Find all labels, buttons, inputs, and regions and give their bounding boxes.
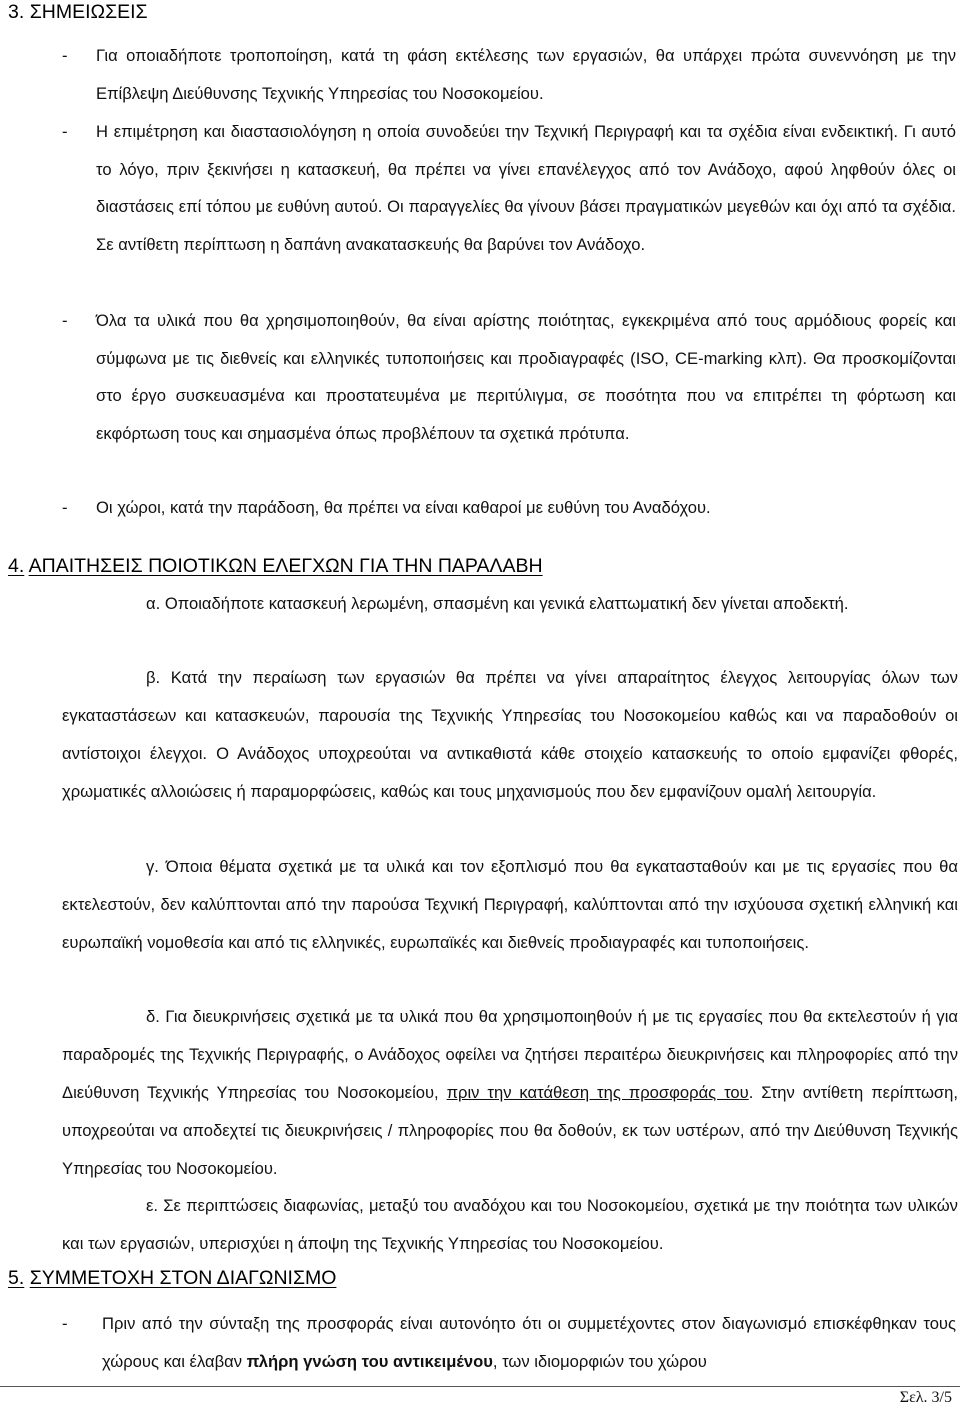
- bullet-dash: -: [62, 1314, 68, 1333]
- section-3-heading: [8, 0, 148, 24]
- section-3-title: ΣΗΜΕΙΩΣΕΙΣ: [29, 1, 148, 23]
- item-label: ε.: [146, 1196, 159, 1215]
- bullet-dash: -: [62, 122, 68, 141]
- item-label: β.: [146, 668, 161, 687]
- section-4-title: ΑΠΑΙΤΗΣΕΙΣ ΠΟΙΟΤΙΚΩΝ ΕΛΕΓΧΩΝ ΓΙΑ ΤΗΝ ΠΑΡΑΛΑΒΗ: [28, 555, 543, 577]
- section-4-item-d: [62, 998, 958, 1188]
- item-text: Όποια θέματα σχετικά με τα υλικά και τον εξοπλισμό που θα εγκατασταθούν και με τις εργασίες που θα εκτελεστούν, δεν καλύπτονται από την παρούσα Τεχνική Περιγραφή, καλύπτονται από την ισχύουσα σχετική ελληνική και ευρωπαϊκή νομοθεσία και από τις ελληνικές, ευρωπαϊκές και διεθνείς προδιαγραφές και τυποποιήσεις.: [62, 857, 958, 952]
- bullet-text-after: , των ιδιομορφιών του χώρου: [492, 1352, 707, 1371]
- item-text-after: . Στην αντίθετη περίπτωση, υποχρεούται να αποδεχτεί τις διευκρινήσεις / πληροφορίες που θα δοθούν, εκ των υστέρων, από την Διεύθυνση Τεχνικής Υπηρεσίας του Νοσοκομείου.: [62, 1083, 958, 1178]
- footer-rule: [0, 1386, 960, 1387]
- item-label: α.: [146, 594, 161, 613]
- section-3-bullet-4: Οι χώροι, κατά την παράδοση, θα πρέπει να είναι καθαροί με ευθύνη του Αναδόχου.: [96, 498, 711, 517]
- item-label: γ.: [146, 857, 159, 876]
- section-3-bullet-3: Όλα τα υλικά που θα χρησιμοποιηθούν, θα είναι αρίστης ποιότητας, εγκεκριμένα από τους αρμόδιους φορείς και σύμφωνα με τις διεθνείς και ελληνικές τυποποιήσεις και προδιαγραφές (ISO, CE-marking κλπ). Θα προσκομίζονται στο έργο συσκευασμένα και προστατευμένα με περιτύλιγμα, σε ποσότητα που να επιτρέπει τη φόρτωση και εκφόρτωση τους και σημασμένα όπως προβλέπουν τα σχετικά πρότυπα.: [96, 311, 956, 443]
- section-5-bullet: [102, 1305, 956, 1381]
- bullet-dash: -: [62, 46, 68, 65]
- section-4-item-a: [62, 585, 958, 623]
- section-4-item-c: [62, 848, 958, 962]
- section-4-heading: [8, 554, 543, 578]
- item-text: Κατά την περαίωση των εργασιών θα πρέπει να γίνει απαραίτητος έλεγχος λειτουργίας όλων των εγκαταστάσεων και κατασκευών, παρουσία της Τεχνικής Υπηρεσίας του Νοσοκομείου καθώς και να παραδοθούν οι αντίστοιχοι έλεγχοι. Ο Ανάδοχος υποχρεούται να αντικαθιστά κάθε στοιχείο κατασκευής το οποίο εμφανίζει φθορές, χρωματικές αλλοιώσεις ή παραμορφώσεις, καθώς και τους μηχανισμούς που δεν εμφανίζουν ομαλή λειτουργία.: [62, 668, 958, 801]
- section-4-item-b: [62, 659, 958, 811]
- section-5-title: ΣΥΜΜΕΤΟΧΗ ΣΤΟΝ ΔΙΑΓΩΝΙΣΜΟ: [29, 1267, 337, 1289]
- bullet-dash: -: [62, 311, 68, 330]
- section-3-number: 3.: [8, 1, 25, 23]
- section-4-item-e: [62, 1187, 958, 1263]
- item-text: Σε περιπτώσεις διαφωνίας, μεταξύ του αναδόχου και του Νοσοκομείου, σχετικά με την ποιότητα των υλικών και των εργασιών, υπερισχύει η άποψη της Τεχνικής Υπηρεσίας του Νοσοκομείου.: [62, 1196, 958, 1253]
- page-number: Σελ. 3/5: [899, 1389, 952, 1406]
- section-5-number: 5.: [8, 1267, 25, 1289]
- item-text-underlined: πριν την κατάθεση της προσφοράς του: [446, 1083, 749, 1102]
- item-text-before: Για διευκρινήσεις σχετικά με τα υλικά που θα χρησιμοποιηθούν ή με τις εργασίες που θα εκτελεστούν ή για παραδρομές της Τεχνικής Περιγραφής, ο Ανάδοχος οφείλει να ζητήσει περαιτέρω διευκρινήσεις και πληροφορίες από την Διεύθυνση Τεχνικής Υπηρεσίας του Νοσοκομείου,: [62, 1007, 958, 1102]
- bullet-dash: -: [62, 498, 68, 517]
- section-3-bullet-2: Η επιμέτρηση και διαστασιολόγηση η οποία συνοδεύει την Τεχνική Περιγραφή και τα σχέδια είναι ενδεικτική. Γι αυτό το λόγο, πριν ξεκινήσει η κατασκευή, θα πρέπει να γίνει επανέλεγχος από τον Ανάδοχο, αφού ληφθούν όλες οι διαστάσεις επί τόπου με ευθύνη αυτού. Οι παραγγελίες θα γίνουν βάσει πραγματικών μεγεθών και όχι από τα σχέδια. Σε αντίθετη περίπτωση η δαπάνη ανακατασκευής θα βαρύνει τον Ανάδοχο.: [96, 122, 956, 254]
- section-4-number: 4.: [8, 555, 25, 577]
- item-label: δ.: [146, 1007, 160, 1026]
- section-3-bullet-1: Για οποιαδήποτε τροποποίηση, κατά τη φάση εκτέλεσης των εργασιών, θα υπάρχει πρώτα συνεννόηση με την Επίβλεψη Διεύθυνσης Τεχνικής Υπηρεσίας του Νοσοκομείου.: [96, 46, 956, 103]
- bullet-text-before: Πριν από την σύνταξη της προσφοράς είναι αυτονόητο ότι οι συμμετέχοντες στον διαγωνισμό επισκέφθηκαν τους χώρους και έλαβαν: [102, 1314, 956, 1371]
- section-5-heading: [8, 1266, 336, 1290]
- bullet-text-bold: πλήρη γνώση του αντικειμένου: [246, 1352, 493, 1371]
- item-text: Οποιαδήποτε κατασκευή λερωμένη, σπασμένη και γενικά ελαττωματική δεν γίνεται αποδεκτή.: [164, 594, 849, 613]
